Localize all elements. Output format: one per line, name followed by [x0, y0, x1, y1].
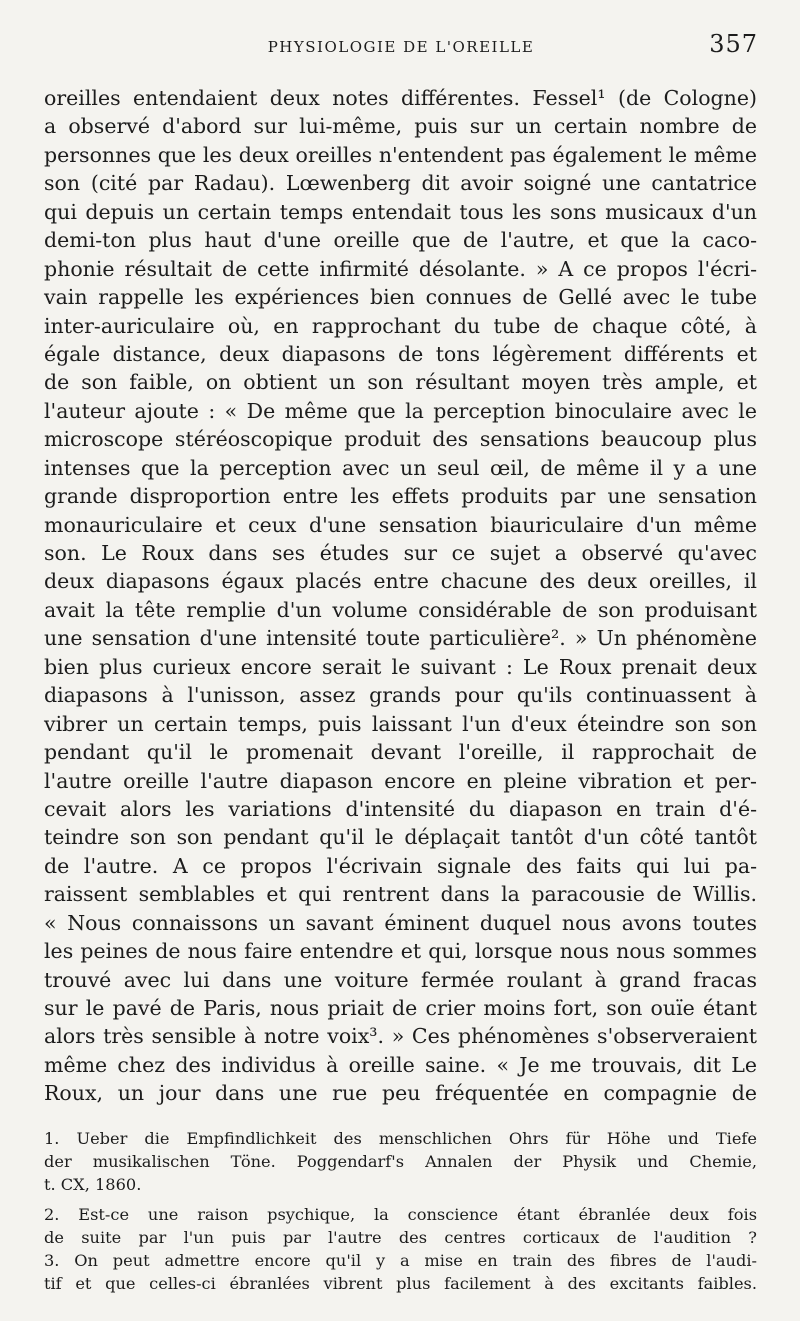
footnote-line: 2. Est-ce une raison psychique, la conscience étant ébranlée deux fois [44, 1205, 757, 1225]
body-line: teindre son son pendant qu'il le déplaçait tantôt d'un côté tantôt [44, 825, 757, 850]
body-line: microscope stéréoscopique produit des sensations beaucoup plus [44, 427, 757, 452]
body-line: de l'autre. A ce propos l'écrivain signale des faits qui lui pa- [44, 853, 757, 878]
body-text [44, 84, 757, 1108]
body-line: demi-ton plus haut d'une oreille que de l'autre, et que la caco- [44, 228, 757, 253]
body-line: inter-auriculaire où, en rapprochant du tube de chaque côté, à [44, 313, 757, 338]
body-line: vibrer un certain temps, puis laissant l'un d'eux éteindre son son [44, 711, 757, 736]
page-number: 357 [709, 30, 758, 58]
body-line: bien plus curieux encore serait le suivant : Le Roux prenait deux [44, 654, 757, 679]
body-line: son. Le Roux dans ses études sur ce sujet a observé qu'avec [44, 541, 757, 565]
footnote-line: 1. Ueber die Empfindlichkeit des menschlichen Ohrs für Höhe und Tiefe [44, 1129, 757, 1148]
body-line: deux diapasons égaux placés entre chacune des deux oreilles, il [44, 569, 757, 594]
body-line: avait la tête remplie d'un volume considérable de son produisant [44, 597, 757, 622]
footnote-line: t. CX, 1860. [44, 1174, 142, 1194]
body-line: les peines de nous faire entendre et qui, lorsque nous nous sommes [44, 939, 757, 964]
body-line: diapasons à l'unisson, assez grands pour qu'ils continuassent à [44, 683, 757, 708]
body-line: une sensation d'une intensité toute particulière². » Un phénomène [44, 626, 757, 651]
body-line: cevait alors les variations d'intensité du diapason en train d'é- [44, 796, 757, 821]
body-line: « Nous connaissons un savant éminent duquel nous avons toutes [44, 910, 757, 935]
body-line: l'auteur ajoute : « De même que la perception binoculaire avec le [44, 398, 757, 423]
body-line: même chez des individus à oreille saine. « Je me trouvais, dit Le [44, 1052, 757, 1077]
body-line: qui depuis un certain temps entendait tous les sons musicaux d'un [44, 199, 757, 224]
body-line: de son faible, on obtient un son résultant moyen très ample, et [44, 370, 757, 395]
body-line: phonie résultait de cette infirmité désolante. » A ce propos l'écri- [44, 256, 757, 281]
footnote-line: tif et que celles-ci ébranlées vibrent plus facilement à des excitants faibles. [44, 1273, 757, 1293]
body-line: trouvé avec lui dans une voiture fermée roulant à grand fracas [44, 967, 757, 992]
body-line: sur le pavé de Paris, nous priait de crier moins fort, son ouïe étant [44, 996, 757, 1020]
footnote-line: de suite par l'un puis par l'autre des centres corticaux de l'audition ? [44, 1228, 757, 1248]
body-line: égale distance, deux diapasons de tons légèrement différents et [44, 341, 757, 366]
footnote-line: der musikalischen Töne. Poggendarf's Annalen der Physik und Chemie, [44, 1151, 757, 1171]
body-line: son (cité par Radau). Lœwenberg dit avoir soigné une cantatrice [44, 171, 757, 196]
body-line: grande disproportion entre les effets produits par une sensation [44, 484, 757, 509]
body-line: personnes que les deux oreilles n'entendent pas également le même [44, 142, 757, 167]
footnote-line: 3. On peut admettre encore qu'il y a mise en train des fibres de l'audi- [44, 1250, 757, 1270]
body-line: raissent semblables et qui rentrent dans la paracousie de Willis. [44, 882, 757, 907]
body-line: oreilles entendaient deux notes différentes. Fessel¹ (de Cologne) [44, 86, 757, 110]
body-line: alors très sensible à notre voix³. » Ces phénomènes s'observeraient [44, 1024, 757, 1049]
body-line: Roux, un jour dans une rue peu fréquentée en compagnie de [44, 1081, 757, 1106]
body-line: intenses que la perception avec un seul œil, de même il y a une [44, 455, 757, 480]
body-line: l'autre oreille l'autre diapason encore en pleine vibration et per- [44, 768, 757, 793]
body-line: pendant qu'il le promenait devant l'oreille, il rapprochait de [44, 740, 757, 765]
body-line: a observé d'abord sur lui-même, puis sur un certain nombre de [44, 114, 757, 139]
body-line: monauriculaire et ceux d'une sensation biauriculaire d'un même [44, 512, 757, 537]
page-header [44, 30, 758, 70]
footnotes [44, 1128, 757, 1296]
running-title: PHYSIOLOGIE DE L'OREILLE [267, 38, 535, 56]
body-line: vain rappelle les expériences bien connues de Gellé avec le tube [44, 285, 757, 310]
